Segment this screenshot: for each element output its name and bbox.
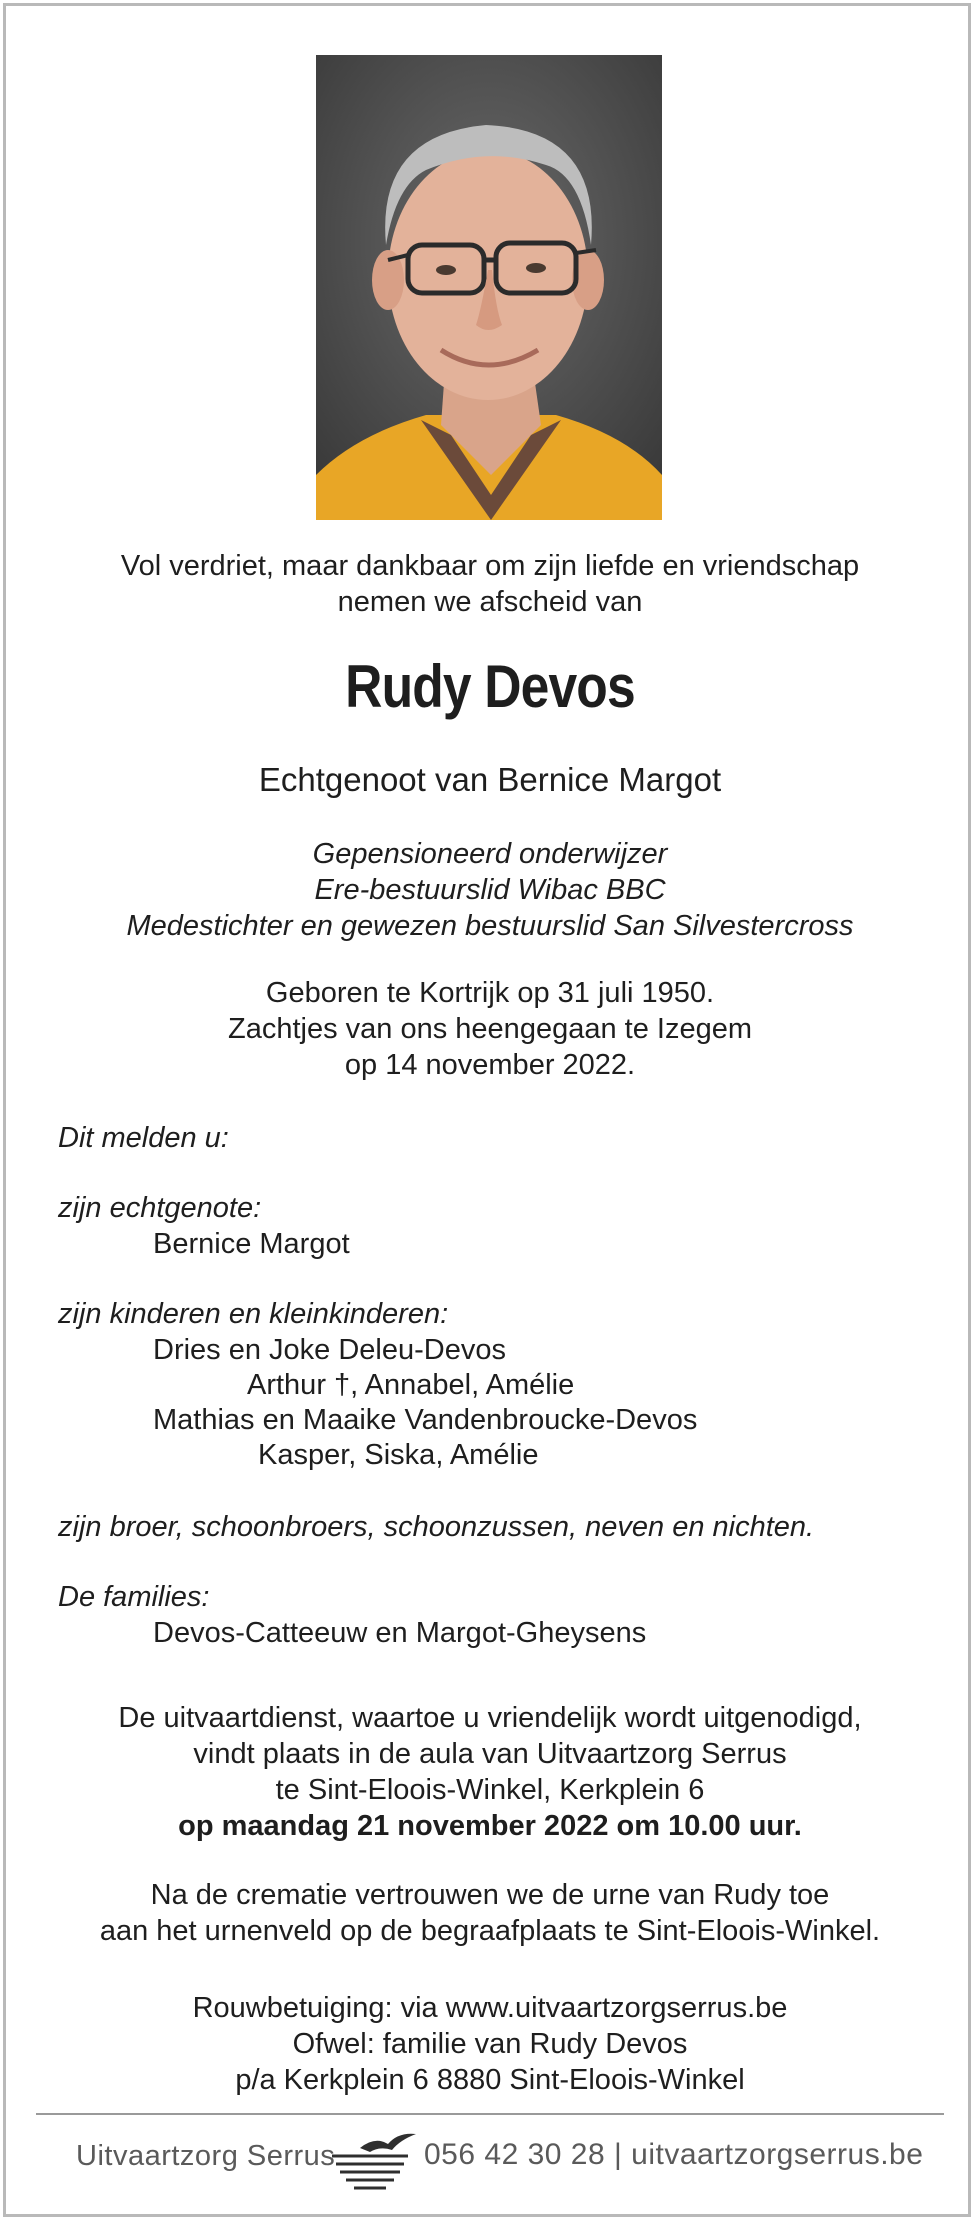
funeral-home-contact: 056 42 30 28 | uitvaartzorgserrus.be: [424, 2138, 924, 2171]
spouse-line: Echtgenoot van Bernice Margot: [258, 761, 722, 798]
condolences-line: Ofwel: familie van Rudy Devos: [292, 2028, 688, 2060]
life-dates: [0, 975, 980, 1083]
service-line: vindt plaats in de aula van Uitvaartzorg Serrus: [193, 1738, 787, 1770]
roles-list: [0, 836, 980, 944]
condolences-info: [0, 1990, 980, 2098]
child-family: Mathias en Maaike Vandenbroucke-Devos: [153, 1404, 698, 1436]
date-line: Zachtjes van ons heengegaan te Izegem: [228, 1013, 752, 1045]
role-item: Gepensioneerd onderwijzer: [312, 838, 668, 870]
other-relatives: zijn broer, schoonbroers, schoonzussen, neven en nichten.: [58, 1511, 815, 1543]
child-family: Dries en Joke Deleu-Devos: [153, 1334, 506, 1366]
families-label: De families:: [58, 1581, 210, 1613]
service-datetime: op maandag 21 november 2022 om 10.00 uur.: [178, 1810, 802, 1842]
intro-text: [0, 548, 980, 620]
role-item: Medestichter en gewezen bestuurslid San Silvestercross: [126, 910, 854, 942]
announcement-heading: Dit melden u:: [58, 1122, 229, 1154]
portrait-photo: [316, 55, 662, 520]
funeral-home-name: Uitvaartzorg Serrus: [76, 2140, 336, 2172]
role-item: Ere-bestuurslid Wibac BBC: [314, 874, 666, 906]
service-info: [0, 1700, 980, 1844]
date-line: op 14 november 2022.: [344, 1049, 636, 1081]
condolences-line: Rouwbetuiging: via www.uitvaartzorgserrus.be: [192, 1992, 788, 2024]
footer-divider: [36, 2113, 944, 2115]
deceased-name: Rudy Devos: [345, 653, 635, 720]
families-names: Devos-Catteeuw en Margot-Gheysens: [153, 1617, 647, 1649]
grandchildren: Kasper, Siska, Amélie: [258, 1439, 539, 1471]
children-label: zijn kinderen en kleinkinderen:: [58, 1298, 449, 1330]
service-line: De uitvaartdienst, waartoe u vriendelijk wordt uitgenodigd,: [118, 1702, 862, 1734]
spouse-label: zijn echtgenote:: [58, 1192, 262, 1224]
service-line: te Sint-Eloois-Winkel, Kerkplein 6: [275, 1774, 705, 1806]
intro-line: Vol verdriet, maar dankbaar om zijn liefde en vriendschap: [120, 550, 860, 582]
cremation-info: [0, 1877, 980, 1949]
grandchildren: Arthur †, Annabel, Amélie: [247, 1369, 575, 1401]
spouse-name: Bernice Margot: [153, 1228, 350, 1260]
date-line: Geboren te Kortrijk op 31 juli 1950.: [265, 977, 715, 1009]
seagull-waves-icon: [330, 2122, 420, 2203]
condolences-line: p/a Kerkplein 6 8880 Sint-Eloois-Winkel: [235, 2064, 745, 2096]
cremation-line: Na de crematie vertrouwen we de urne van Rudy toe: [150, 1879, 830, 1911]
cremation-line: aan het urnenveld op de begraafplaats te Sint-Eloois-Winkel.: [99, 1915, 881, 1947]
intro-line: nemen we afscheid van: [337, 586, 643, 618]
